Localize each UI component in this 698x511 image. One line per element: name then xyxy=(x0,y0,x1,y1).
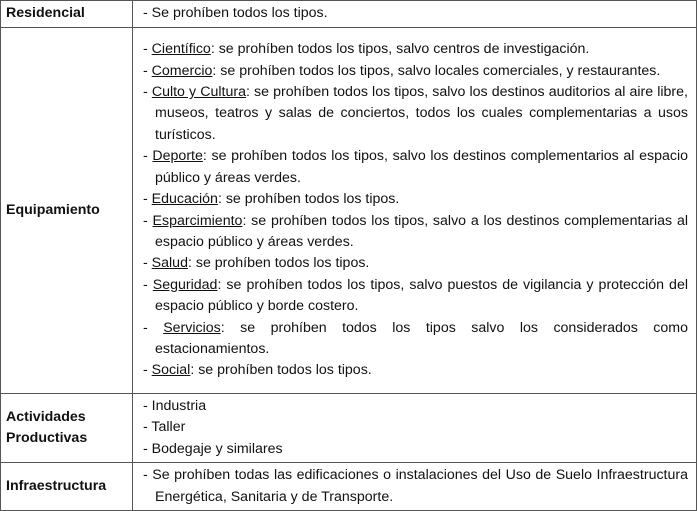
table-row xyxy=(1,1,697,28)
restriction-list xyxy=(143,3,688,24)
subcategory-label: Científico xyxy=(151,41,211,58)
restriction-list xyxy=(143,39,688,382)
restriction-text: : se prohíben todos los tipos. xyxy=(190,362,372,379)
subcategory-label: Deporte xyxy=(152,148,203,165)
category-cell: Residencial xyxy=(1,1,133,28)
list-item xyxy=(143,318,688,361)
list-item xyxy=(143,82,688,146)
list-item xyxy=(143,39,688,60)
restrictions-cell xyxy=(133,394,697,463)
restrictions-cell xyxy=(133,463,697,511)
list-item xyxy=(143,3,688,24)
subcategory-label: Comercio xyxy=(151,62,213,79)
table-row xyxy=(1,28,697,394)
list-item xyxy=(143,417,688,438)
list-item xyxy=(143,189,688,210)
restriction-text: Se prohíben todas las edificaciones o instalaciones del Uso de Suelo Infraestructura Energética, Sanitaria y de Transporte. xyxy=(152,467,688,505)
table-body xyxy=(1,1,697,511)
subcategory-label: Culto y Cultura xyxy=(151,84,246,101)
restriction-text: Bodegaje y similares xyxy=(151,440,283,457)
category-cell: Actividades Productivas xyxy=(1,394,133,463)
restriction-list xyxy=(143,465,688,508)
restriction-text: : se prohíben todos los tipos, salvo puestos de vigilancia y protección del espacio público y borde costero. xyxy=(155,276,688,315)
subcategory-label: Educación xyxy=(151,191,218,208)
restriction-list xyxy=(143,396,688,460)
subcategory-label: Servicios xyxy=(163,319,221,336)
restriction-text: : se prohíben todos los tipos, salvo locales comerciales, y restaurantes. xyxy=(212,62,661,79)
subcategory-label: Esparcimiento xyxy=(152,212,243,229)
category-cell: Equipamiento xyxy=(1,28,133,394)
restrictions-cell xyxy=(133,28,697,394)
restriction-text: : se prohíben todos los tipos, salvo centros de investigación. xyxy=(210,41,590,58)
restriction-text: Taller xyxy=(151,419,186,436)
list-item xyxy=(143,253,688,274)
list-item xyxy=(143,146,688,189)
restriction-text: : se prohíben todos los tipos salvo los considerados como estacionamientos. xyxy=(155,319,688,357)
subcategory-label: Social xyxy=(151,362,191,379)
list-item xyxy=(143,211,688,254)
restriction-text: : se prohíben todos los tipos, salvo los destinos complementarios al espacio público y áreas verdes. xyxy=(155,148,688,186)
restrictions-cell xyxy=(133,1,697,28)
restriction-text: : se prohíben todos los tipos. xyxy=(187,255,370,272)
list-item xyxy=(143,275,688,318)
category-cell: Infraestructura xyxy=(1,463,133,511)
restriction-text: : se prohíben todos los tipos, salvo los destinos auditorios al aire libre, museos, teatros y salas de conciertos, todos los cuales complementarias a usos turísticos. xyxy=(155,84,688,143)
list-item xyxy=(143,439,688,460)
subcategory-label: Salud xyxy=(151,255,188,272)
restriction-text: : se prohíben todos los tipos. xyxy=(217,191,400,208)
list-item xyxy=(143,465,688,508)
table-row xyxy=(1,394,697,463)
list-item xyxy=(143,360,688,381)
restriction-text: Industria xyxy=(151,398,207,414)
list-item xyxy=(143,61,688,82)
subcategory-label: Seguridad xyxy=(152,276,218,293)
restriction-text: Se prohíben todos los tipos. xyxy=(151,5,328,22)
table-row xyxy=(1,463,697,511)
restriction-text: : se prohíben todos los tipos, salvo a los destinos complementarias al espacio público y áreas verdes. xyxy=(155,212,688,250)
list-item xyxy=(143,396,688,417)
